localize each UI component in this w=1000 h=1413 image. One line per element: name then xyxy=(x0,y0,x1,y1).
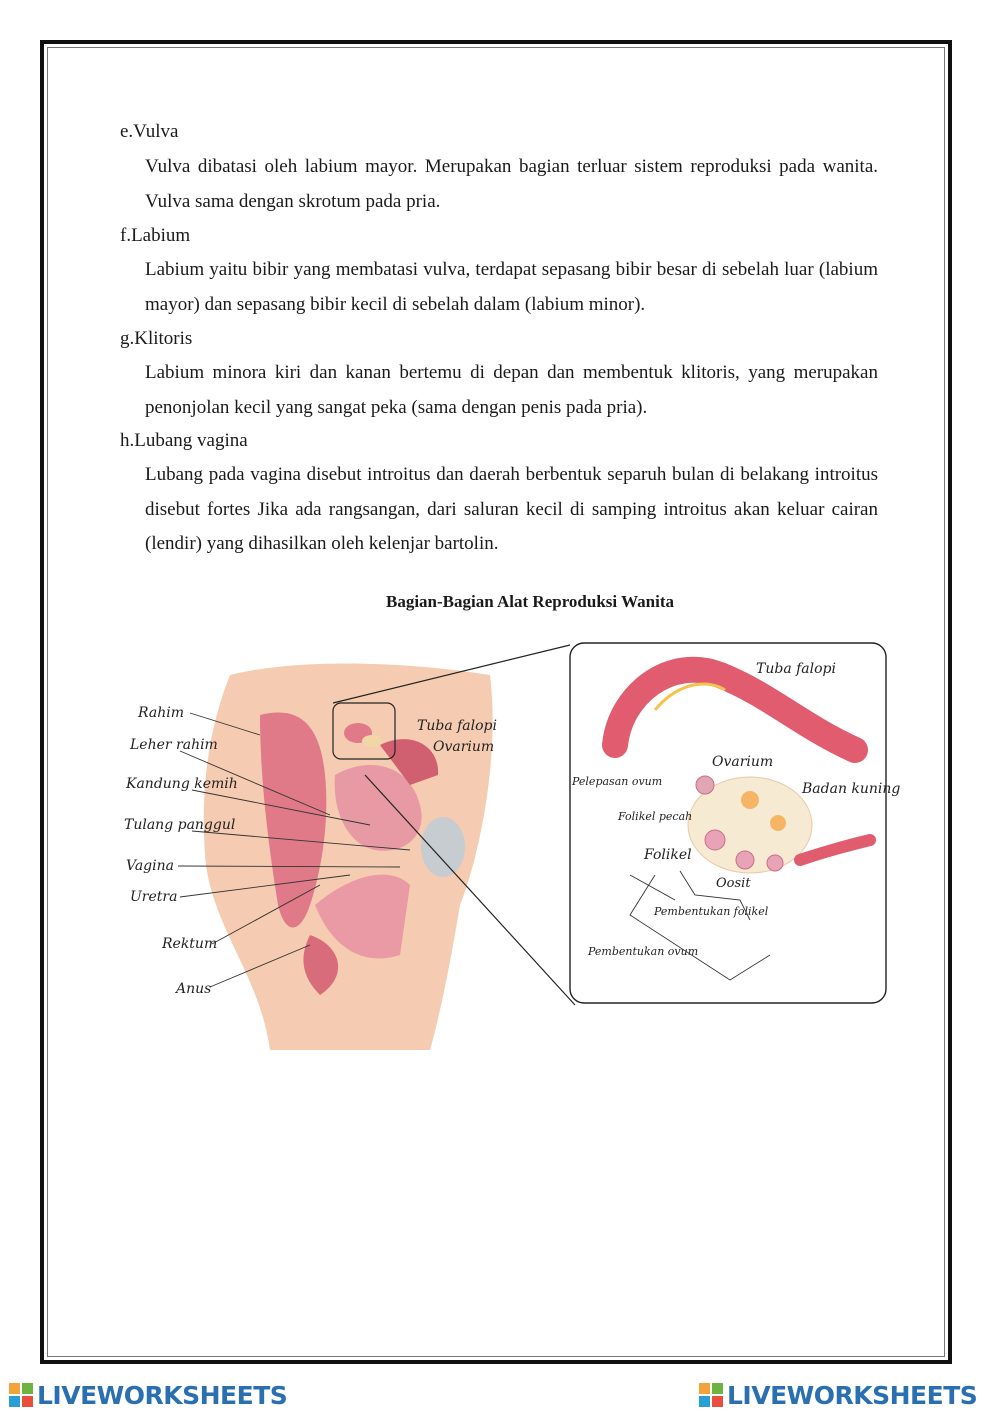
footer-brand-right-text: LIVEWORKSHEETS xyxy=(727,1380,978,1410)
label-rahim: Rahim xyxy=(138,705,184,721)
footer-brand-left xyxy=(8,1378,287,1412)
label-vagina: Vagina xyxy=(126,858,174,874)
heading-labium: f.Labium xyxy=(120,225,191,246)
label-tuba-falopi-small: Tuba falopi xyxy=(417,718,497,734)
heading-lubang-vagina: h.Lubang vagina xyxy=(120,430,248,451)
label-ovarium: Ovarium xyxy=(712,754,774,770)
paragraph-vulva: Vulva dibatasi oleh labium mayor. Merupakan bagian terluar sistem reproduksi pada wanita. Vulva sama dengan skrotum pada pria. xyxy=(145,156,878,212)
liveworksheets-logo-icon xyxy=(8,1382,34,1408)
liveworksheets-logo-icon xyxy=(698,1382,724,1408)
paragraph-klitoris: Labium minora kiri dan kanan bertemu di depan dan membentuk klitoris, yang merupakan penonjolan kecil yang sangat peka (sama dengan penis pada pria). xyxy=(145,362,878,418)
footer-brand-right xyxy=(698,1378,977,1412)
label-tuba-falopi: Tuba falopi xyxy=(756,661,836,677)
heading-vulva: e.Vulva xyxy=(120,121,179,142)
label-kandung-kemih: Kandung kemih xyxy=(126,776,238,792)
heading-klitoris: g.Klitoris xyxy=(120,328,193,349)
label-pembentukan-folikel: Pembentukan folikel xyxy=(654,905,769,918)
footer-brand-left-text: LIVEWORKSHEETS xyxy=(37,1380,288,1410)
label-leher-rahim: Leher rahim xyxy=(130,737,218,753)
label-rektum: Rektum xyxy=(162,936,218,952)
label-ovarium-small: Ovarium xyxy=(433,739,495,755)
label-pembentukan-ovum: Pembentukan ovum xyxy=(588,945,699,958)
paragraph-lubang-vagina: Lubang pada vagina disebut introitus dan daerah berbentuk separuh bulan di belakang introitus disebut fortes Jika ada rangsangan, dari saluran kecil di samping introitus akan keluar cairan (lendir) yang dihasilkan oleh kelenjar bartolin. xyxy=(145,464,878,554)
label-folikel: Folikel xyxy=(644,847,692,863)
label-badan-kuning: Badan kuning xyxy=(802,781,900,797)
figure-caption: Bagian-Bagian Alat Reproduksi Wanita xyxy=(386,592,674,611)
label-uretra: Uretra xyxy=(130,889,178,905)
label-pelepasan-ovum: Pelepasan ovum xyxy=(572,775,663,788)
reproductive-anatomy-figure xyxy=(110,635,900,1055)
paragraph-labium: Labium yaitu bibir yang membatasi vulva, terdapat sepasang bibir besar di sebelah luar (labium mayor) dan sepasang bibir kecil di sebelah dalam (labium minor). xyxy=(145,259,878,315)
label-folikel-pecah: Folikel pecah xyxy=(618,810,693,823)
label-anus: Anus xyxy=(176,981,212,997)
label-oosit: Oosit xyxy=(716,876,751,891)
label-tulang-panggul: Tulang panggul xyxy=(124,817,236,833)
